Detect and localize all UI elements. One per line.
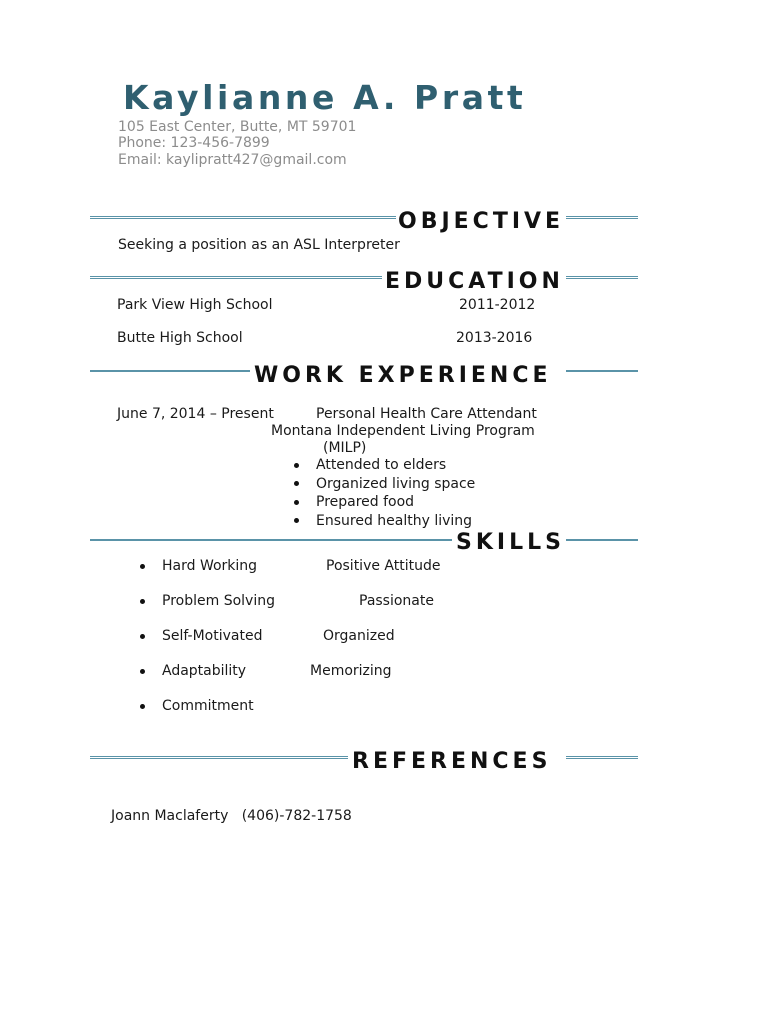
duty-bullet [294, 500, 299, 505]
work-rule-right [566, 370, 638, 372]
skill-left-1: Hard Working [162, 558, 258, 574]
work-heading: WORK EXPERIENCE [254, 363, 552, 388]
references-heading: REFERENCES [352, 749, 552, 774]
duty-bullet [294, 481, 299, 486]
work-date: June 7, 2014 – Present [117, 406, 274, 422]
skill-bullet [140, 704, 145, 709]
contact-email[interactable]: Email: kaylipratt427@gmail.com [118, 152, 347, 168]
skill-bullet [140, 634, 145, 639]
references-rule-left [90, 756, 348, 759]
education-school-1: Park View High School [117, 297, 273, 313]
education-years-1: 2011-2012 [459, 297, 536, 313]
duty-bullet [294, 518, 299, 523]
skill-left-4: Adaptability [162, 663, 247, 679]
objective-rule-right [566, 216, 638, 219]
work-duty-2: Organized living space [316, 476, 476, 492]
work-org: Montana Independent Living Program [271, 423, 535, 439]
contact-phone: Phone: 123-456-7899 [118, 135, 270, 151]
skill-left-2: Problem Solving [162, 593, 275, 609]
skill-left-3: Self-Motivated [162, 628, 263, 644]
skill-right-3: Organized [323, 628, 395, 644]
education-rule-left [90, 276, 382, 279]
skill-bullet [140, 669, 145, 674]
reference-entry: Joann Maclaferty (406)-782-1758 [111, 808, 352, 824]
skills-rule-left [90, 539, 452, 541]
duty-bullet [294, 463, 299, 468]
skill-right-1: Positive Attitude [326, 558, 441, 574]
skill-right-2: Passionate [359, 593, 434, 609]
contact-address: 105 East Center, Butte, MT 59701 [118, 119, 357, 135]
skills-heading: SKILLS [456, 530, 565, 555]
work-rule-left [90, 370, 250, 372]
education-years-2: 2013-2016 [456, 330, 533, 346]
skill-bullet [140, 599, 145, 604]
education-heading: EDUCATION [385, 269, 564, 294]
objective-rule-left [90, 216, 396, 219]
skill-bullet [140, 564, 145, 569]
work-duty-3: Prepared food [316, 494, 415, 510]
skills-rule-right [566, 539, 638, 541]
work-duty-1: Attended to elders [316, 457, 447, 473]
objective-text: Seeking a position as an ASL Interpreter [118, 237, 400, 253]
work-title: Personal Health Care Attendant [316, 406, 537, 422]
work-org-abbrev: (MILP) [323, 440, 367, 456]
skill-left-5: Commitment [162, 698, 254, 714]
education-school-2: Butte High School [117, 330, 243, 346]
education-rule-right [566, 276, 638, 279]
resume-name: Kaylianne A. Pratt [123, 78, 527, 117]
skill-right-4: Memorizing [310, 663, 392, 679]
work-duty-4: Ensured healthy living [316, 513, 473, 529]
objective-heading: OBJECTIVE [398, 209, 565, 234]
references-rule-right [566, 756, 638, 759]
